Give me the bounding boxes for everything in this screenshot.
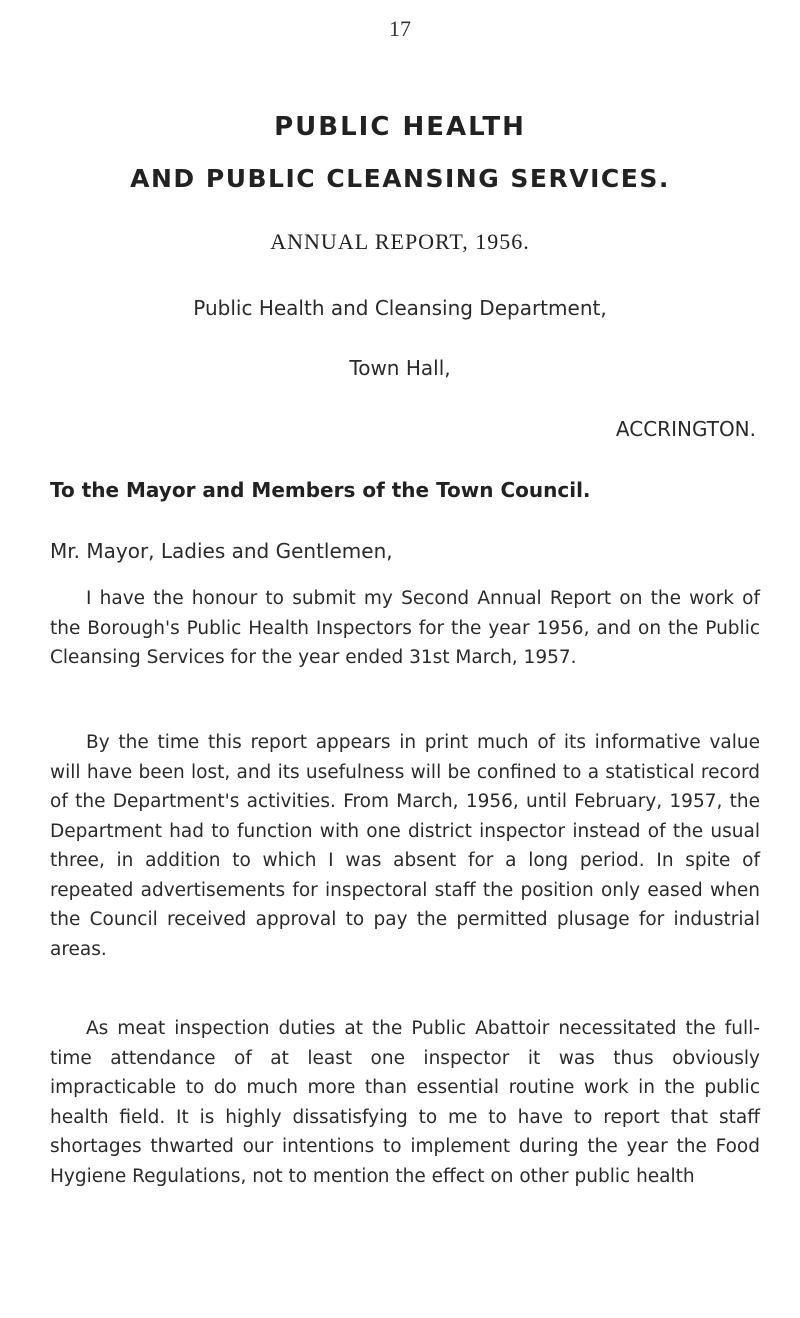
greeting: Mr. Mayor, Ladies and Gentlemen, (50, 539, 393, 563)
address-town: ACCRINGTON. (615, 417, 756, 441)
report-subtitle: ANNUAL REPORT, 1956. (270, 229, 530, 254)
paragraph-1: I have the honour to submit my Second Annual Report on the work of the Borough's Public Health Inspectors for the year 1956, and on the Public Cleansing Services for the year ended 31st March, 1957. (50, 588, 760, 668)
salutation: To the Mayor and Members of the Town Council. (50, 478, 591, 502)
title-line-2: AND PUBLIC CLEANSING SERVICES. (130, 164, 670, 193)
address-building: Town Hall, (349, 356, 451, 380)
paragraph-2: By the time this report appears in print much of its informative value will have been lost, and its usefulness will be confined to a statistical record of the Department's activities. From March, 1956, until February, 1957, the Department had to function with one district inspector instead of the usual three, in addition to which I was absent for a long period. In spite of repeated advertisements for inspectoral staff the position only eased when the Council received approval to pay the permitted plusage for industrial areas. (50, 732, 760, 960)
address-department: Public Health and Cleansing Department, (193, 296, 607, 320)
page-number: 17 (389, 16, 411, 41)
paragraph-3: As meat inspection duties at the Public Abattoir necessitated the full-time attendance of at least one inspector it was thus obviously impracticable to do much more than essential routine work in the public health field. It is highly dissatisfying to me to have to report that staff shortages thwarted our intentions to implement during the year the Food Hygiene Regulations, not to mention the effect on other public health (50, 1018, 760, 1187)
title-line-1: PUBLIC HEALTH (274, 112, 526, 142)
